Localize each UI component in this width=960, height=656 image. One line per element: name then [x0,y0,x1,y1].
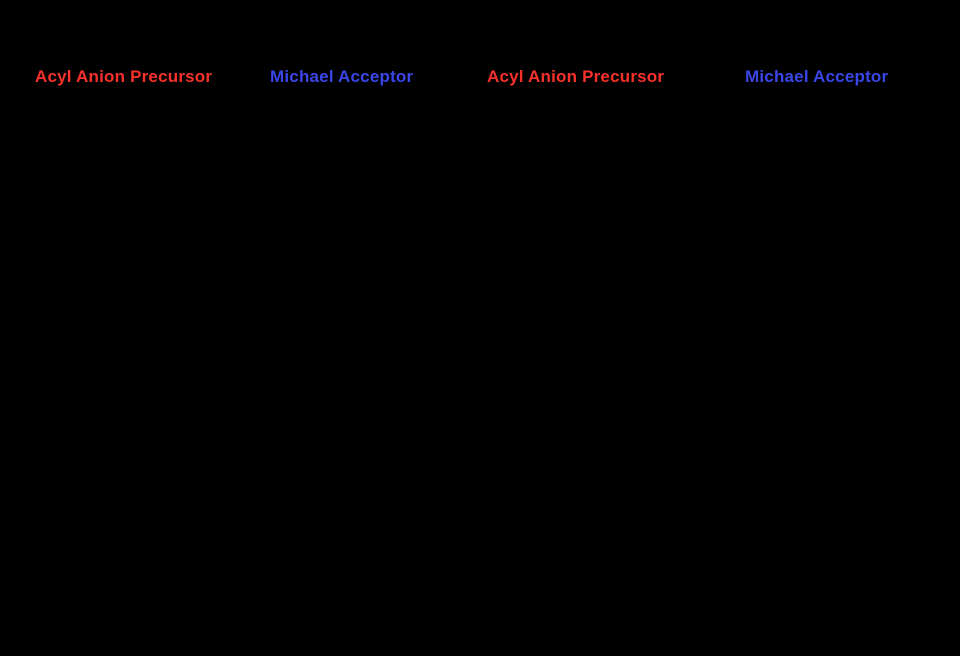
chemical-structure-region-1 [20,100,235,620]
acyl-anion-precursor-label-left: Acyl Anion Precursor [35,67,213,86]
michael-acceptor-label-left: Michael Acceptor [270,67,414,86]
chemical-structure-region-2 [255,100,470,620]
chemical-structure-region-4 [710,100,925,620]
michael-acceptor-label-right: Michael Acceptor [745,67,889,86]
acyl-anion-precursor-label-right: Acyl Anion Precursor [487,67,665,86]
chemical-structure-region-3 [475,100,690,620]
